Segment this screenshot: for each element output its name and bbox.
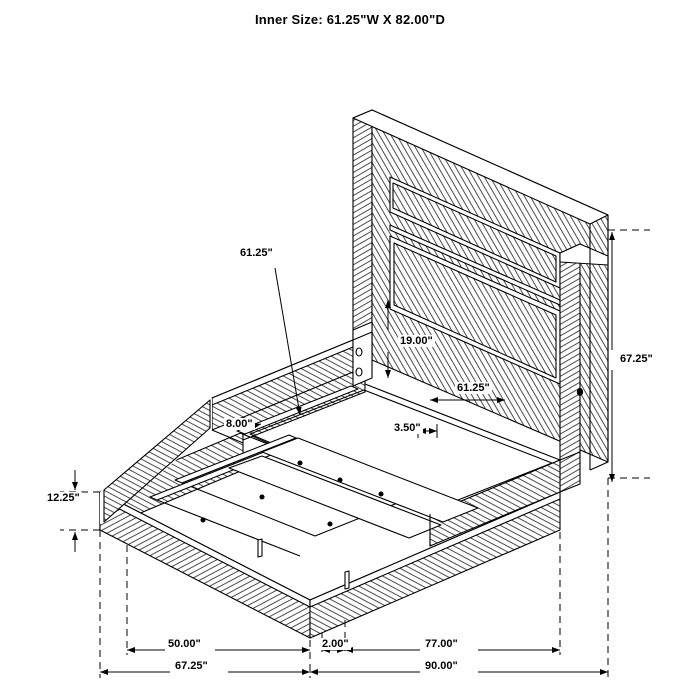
dim-label-rail-thickness: 2.00": [322, 638, 349, 650]
dim-label-deck-inner-width: 61.25": [457, 382, 490, 394]
dim-label-overall-depth-left: 67.25": [175, 660, 208, 672]
dim-label-footboard-depth: 50.00": [168, 638, 201, 650]
dim-label-deck-clearance-height: 12.25": [47, 492, 80, 504]
dim-label-slat-width: 3.50": [394, 422, 421, 434]
page-title: Inner Size: 61.25"W X 82.00"D: [254, 12, 446, 27]
dim-label-overall-height: 67.25": [620, 353, 653, 365]
dim-label-headboard-panel-height: 19.00": [400, 335, 433, 347]
dim-label-footboard-rail-height: 8.00": [226, 418, 253, 430]
dim-label-headboard-depth: 77.00": [425, 638, 458, 650]
dim-label-headboard-inner-height: 61.25": [240, 247, 273, 259]
dim-label-overall-width: 90.00": [425, 660, 458, 672]
